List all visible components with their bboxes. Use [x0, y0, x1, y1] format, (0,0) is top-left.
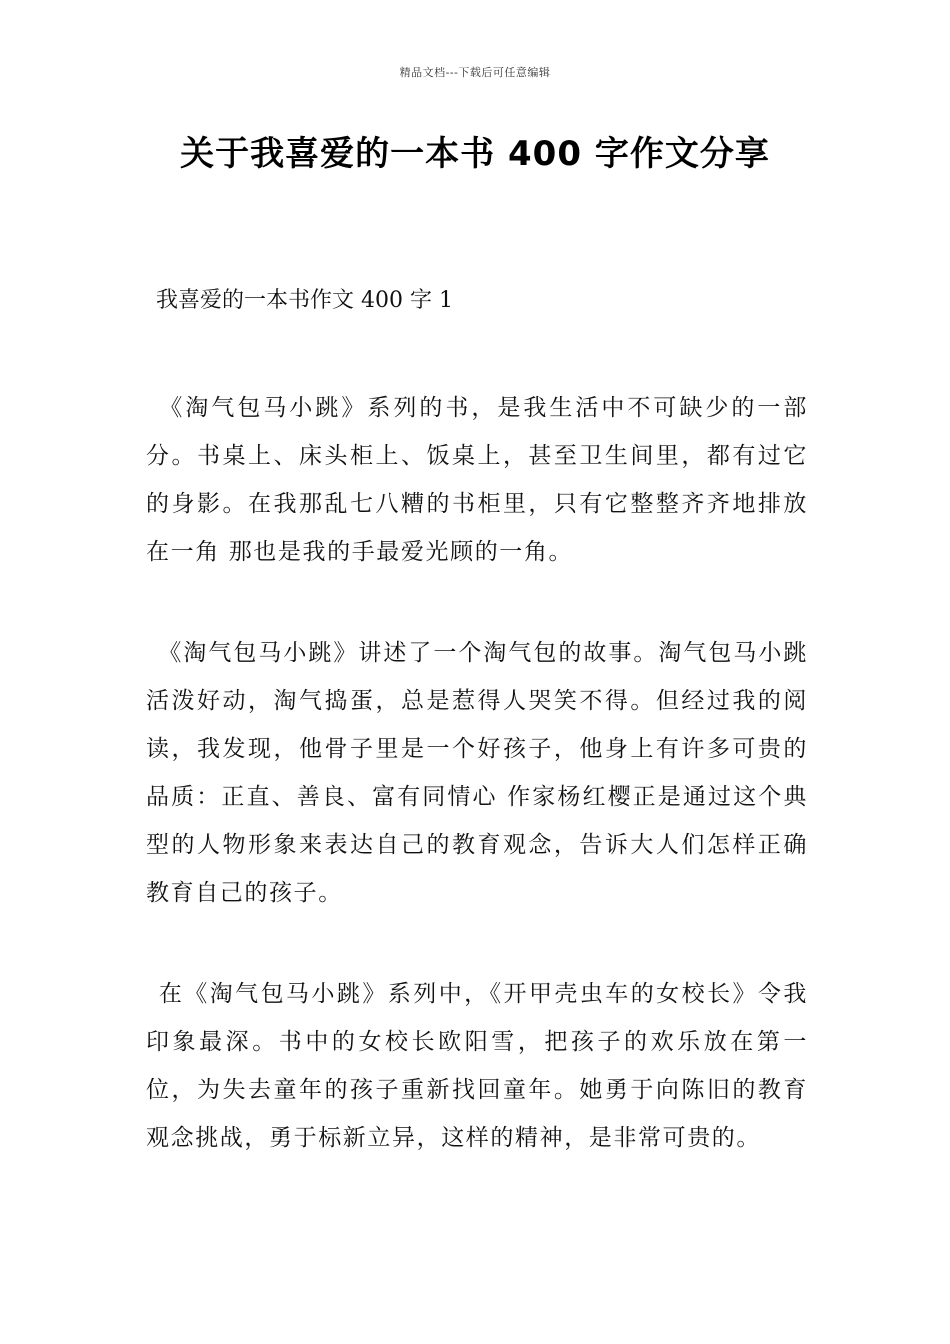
paragraph-text: 在《淘气包马小跳》系列中，《开甲壳虫车的女校长》令我印象最深。书中的女校长欧阳雪，把孩子的欢乐放在第一位，为失去童年的孩子重新找回童年。她勇于向陈旧的教育观念挑战，勇于标新立异，这样的精神，是非常可贵的。 — [146, 981, 808, 1151]
document-title: 关于我喜爱的一本书 400 字作文分享 — [180, 134, 770, 174]
paragraph-text: 《淘气包马小跳》系列的书，是我生活中不可缺少的一部分。书桌上、床头柜上、饭桌上，甚至卫生间里，都有过它的身影。在我那乱七八糟的书柜里，只有它整整齐齐地排放在一角 那也是我的手最爱光顾的一角。 — [146, 395, 808, 565]
paragraph-1 — [146, 384, 808, 576]
document-body — [146, 282, 808, 1215]
paragraph-2 — [146, 629, 808, 917]
paragraph-3 — [146, 970, 808, 1162]
section-heading: 我喜爱的一本书作文 400 字 1 — [156, 288, 453, 313]
header-note: 精品文档---下载后可任意编辑 — [399, 66, 551, 79]
paragraph-text: 《淘气包马小跳》讲述了一个淘气包的故事。淘气包马小跳活泼好动，淘气捣蛋，总是惹得人哭笑不得。但经过我的阅读，我发现，他骨子里是一个好孩子，他身上有许多可贵的品质：正直、善良、富有同情心 作家杨红樱正是通过这个典型的人物形象来表达自己的教育观念，告诉大人们怎样正确教育自己的孩子。 — [146, 640, 808, 906]
